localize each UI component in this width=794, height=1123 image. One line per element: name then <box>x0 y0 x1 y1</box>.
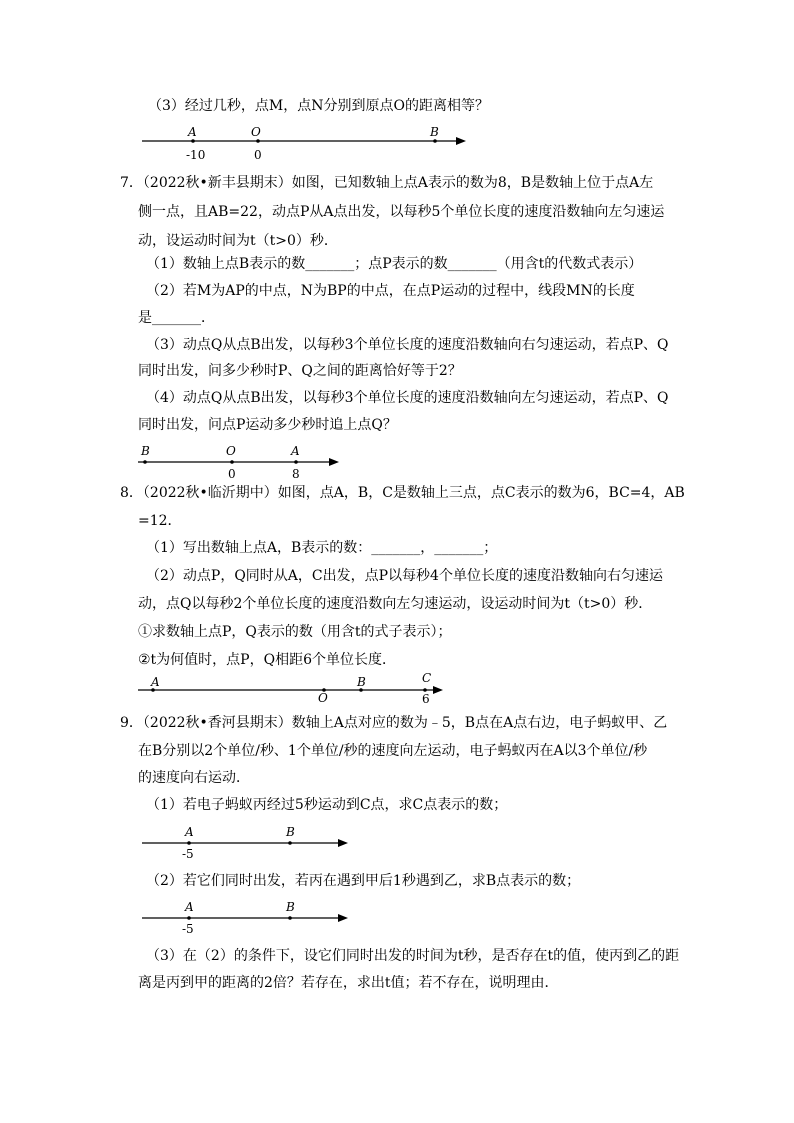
q9-stem-line3: 的速度向右运动． <box>138 770 250 786</box>
q8-stem-line2: =12． <box>138 513 182 529</box>
q9-part3-line1: （3）在（2）的条件下，设它们同时出发的时间为t秒，是否存在t的值，使丙到乙的距 <box>146 948 680 964</box>
point-c-label: C <box>422 671 432 685</box>
point-o-dot <box>230 460 234 464</box>
point-a-label: A <box>188 125 197 139</box>
point-b-label: B <box>357 675 366 689</box>
q9-stem-line1: 9．（2022秋•香河县期末）数轴上A点对应的数为﹣5，B点在A点右边，电子蚂蚁甲、乙 <box>120 715 668 731</box>
q7-part4-line1: （4）动点Q从点B出发，以每秒3个单位长度的速度沿数轴向左匀速运动，若点P、Q <box>146 390 669 406</box>
q6-number-line <box>140 124 470 164</box>
q7-part2-line1: （2）若M为AP的中点，N为BP的中点，在点P运动的过程中，线段MN的长度 <box>146 283 635 299</box>
axis-arrow <box>329 458 339 466</box>
value-a-label: 8 <box>292 467 300 481</box>
q8-sub2: ②t为何值时，点P，Q相距6个单位长度． <box>138 652 396 668</box>
point-b-dot <box>288 841 292 845</box>
axis-arrow <box>456 137 466 145</box>
q7-part4-line2: 同时出发，问点P运动多少秒时追上点Q？ <box>138 417 397 433</box>
axis-arrow <box>338 914 348 922</box>
point-o-label: O <box>251 125 261 139</box>
q7-part3-line1: （3）动点Q从点B出发，以每秒3个单位长度的速度沿数轴向右匀速运动，若点P、Q <box>146 337 669 353</box>
point-a-label: A <box>185 900 194 914</box>
q7-number-line <box>136 441 346 481</box>
q9-stem-line2: 在B分别以2个单位/秒、1个单位/秒的速度向左运动，电子蚂蚁丙在A以3个单位/秒 <box>138 743 648 759</box>
q8-part2-line2: 动，点Q以每秒2个单位长度的速度沿数向左匀速运动，设运动时间为t（t>0）秒． <box>138 596 653 612</box>
q7-part1: （1）数轴上点B表示的数_______；点P表示的数_______（用含t的代数式表示） <box>146 256 643 272</box>
value-a-label: -5 <box>182 922 194 936</box>
q8-part2-line1: （2）动点P，Q同时从A，C出发，点P以每秒4个单位长度的速度沿数轴向右匀速运 <box>146 568 663 584</box>
value-o-label: 0 <box>254 148 262 162</box>
q8-stem-line1: 8．（2022秋•临沂期中）如图，点A，B，C是数轴上三点，点C表示的数为6，BC=4，AB <box>120 485 685 501</box>
point-b-dot <box>288 916 292 920</box>
point-b-label: B <box>430 125 439 139</box>
point-b-label: B <box>141 444 150 458</box>
value-a-label: -10 <box>186 148 206 162</box>
q8-number-line <box>136 670 454 710</box>
point-a-label: A <box>291 444 300 458</box>
point-a-dot <box>294 460 298 464</box>
q7-stem-line2: 侧一点，且AB=22，动点P从A点出发，以每秒5个单位长度的速度沿数轴向左匀速运 <box>138 204 665 220</box>
point-o-dot <box>256 139 260 143</box>
q9-number-line-2 <box>140 898 355 938</box>
q9-number-line-1 <box>140 823 355 863</box>
q9-part3-line2: 离是丙到甲的距离的2倍？若存在，求出t值；若不存在，说明理由． <box>138 975 559 991</box>
axis-arrow <box>433 686 443 694</box>
point-a-dot <box>191 139 195 143</box>
point-o-label: O <box>318 691 328 705</box>
point-b-dot <box>433 139 437 143</box>
q8-part1: （1）写出数轴上点A，B表示的数：_______，_______； <box>146 540 498 556</box>
point-a-dot <box>187 916 191 920</box>
point-a-label: A <box>151 675 160 689</box>
q7-part3-line2: 同时出发，问多少秒时P、Q之间的距离恰好等于2？ <box>138 363 462 379</box>
point-a-dot <box>187 841 191 845</box>
q8-sub1: ①求数轴上点P，Q表示的数（用含t的式子表示）； <box>138 624 452 640</box>
q7-stem-line1: 7．（2022秋•新丰县期末）如图，已知数轴上点A表示的数为8，B是数轴上位于点A左 <box>120 175 654 191</box>
axis-arrow <box>338 839 348 847</box>
value-c-label: 6 <box>422 692 430 706</box>
point-b-label: B <box>286 900 295 914</box>
point-b-label: B <box>286 825 295 839</box>
point-b-dot <box>143 460 147 464</box>
point-o-label: O <box>226 444 236 458</box>
q7-part2-line2: 是_______． <box>138 310 215 326</box>
value-o-label: 0 <box>228 467 236 481</box>
q7-stem-line3: 动，设运动时间为t（t>0）秒． <box>138 233 338 249</box>
q6-part3: （3）经过几秒，点M，点N分别到原点O的距离相等？ <box>148 98 489 114</box>
point-a-label: A <box>185 825 194 839</box>
q9-part2: （2）若它们同时出发，若丙在遇到甲后1秒遇到乙，求B点表示的数； <box>146 873 581 889</box>
q9-part1: （1）若电子蚂蚁丙经过5秒运动到C点，求C点表示的数； <box>146 797 508 813</box>
value-a-label: -5 <box>182 847 194 861</box>
